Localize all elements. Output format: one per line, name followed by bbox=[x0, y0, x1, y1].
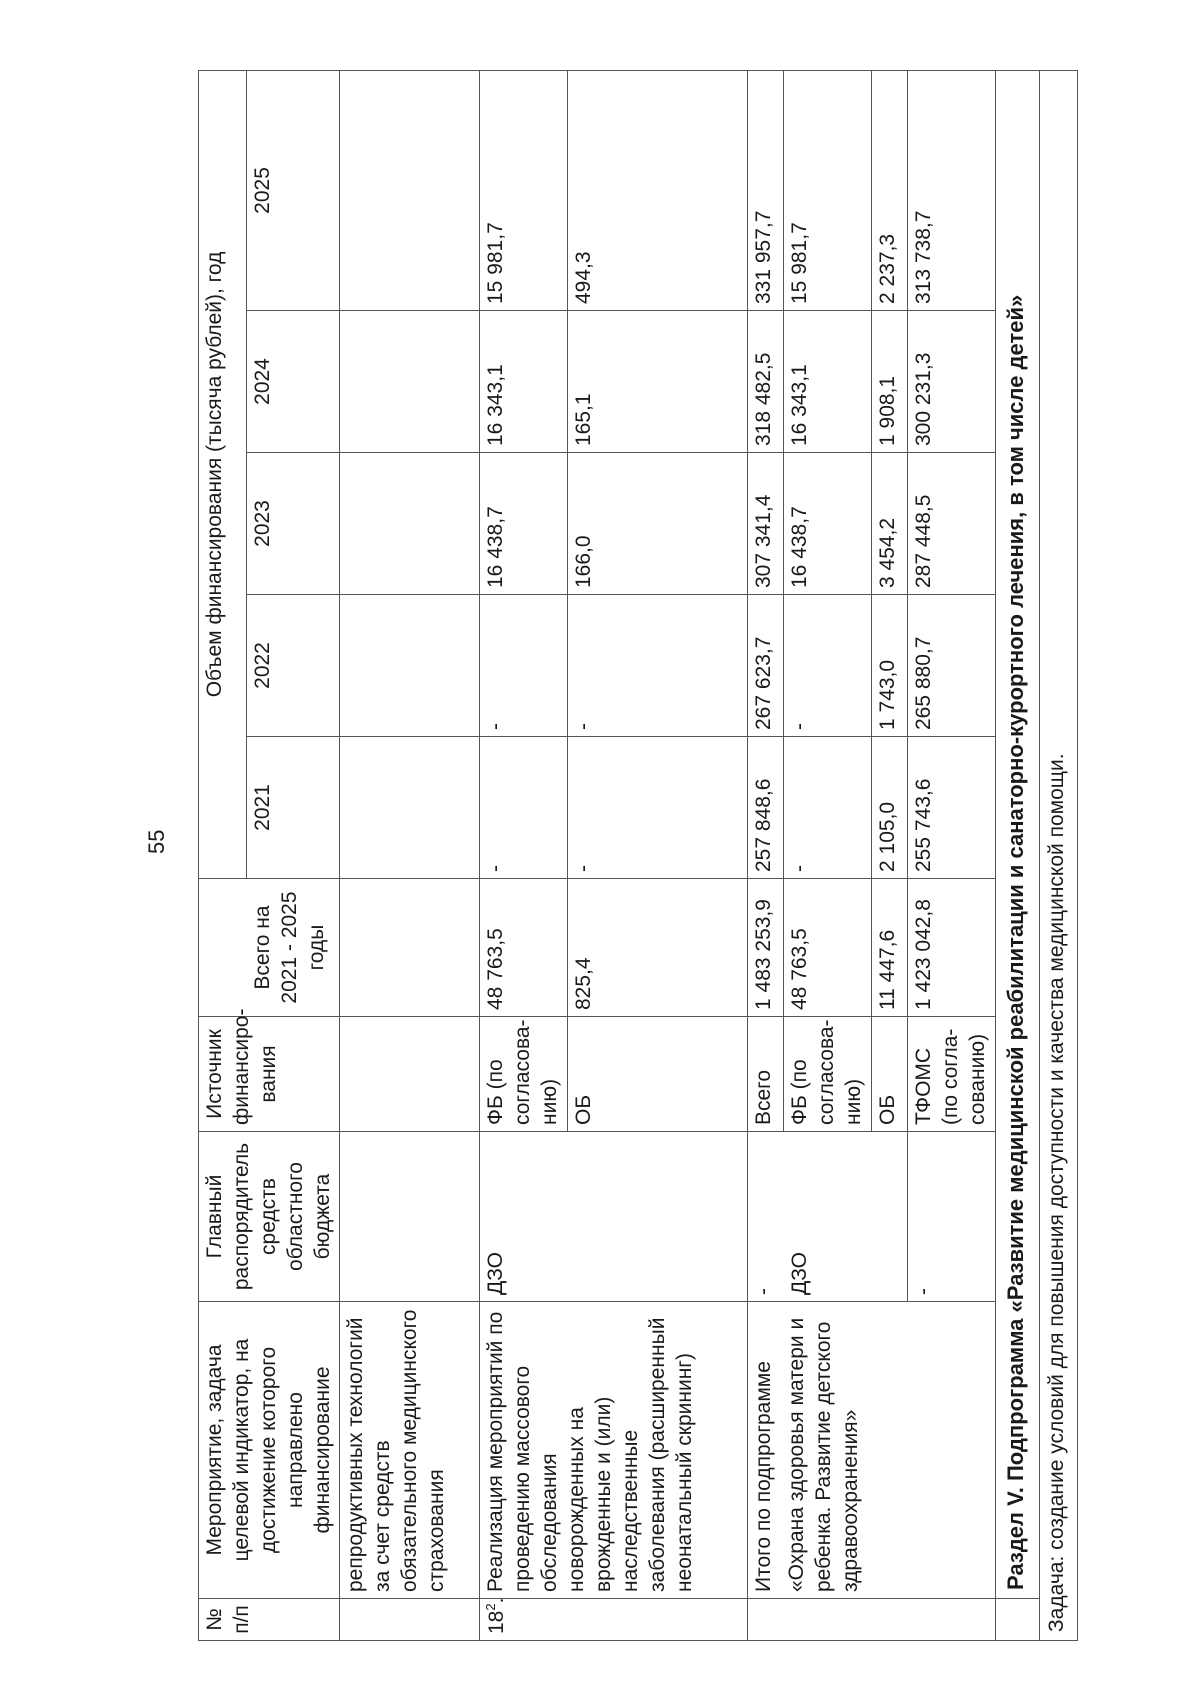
section-row bbox=[996, 70, 1040, 1640]
row-number: $18^2$. bbox=[480, 1599, 748, 1641]
page-number: 55 bbox=[144, 829, 169, 854]
subprogram-name: «Охрана здоровья матери и ребенка. Развитие детского здравоохранения» bbox=[784, 1302, 996, 1599]
task-row bbox=[1040, 70, 1078, 1640]
value-2025: 15 981,7 bbox=[480, 70, 568, 310]
value-2023: 16 438,7 bbox=[784, 453, 872, 595]
admin-cell: ДЗО bbox=[784, 1132, 908, 1302]
value-2021: 2 105,0 bbox=[872, 737, 908, 879]
header-volume: Объем финансирования (тысяча рублей), год bbox=[199, 70, 247, 878]
value-total: 11 447,6 bbox=[872, 879, 908, 1017]
value-2023: 287 448,5 bbox=[908, 453, 996, 595]
header-year-2024: 2024 bbox=[247, 311, 340, 453]
value-2025: 331 957,7 bbox=[748, 70, 784, 310]
source-cell: ФБ (по согласова-нию) bbox=[480, 1017, 568, 1132]
activity-cell: Реализация мероприятий по проведению массового обследования новорожденных на врожденные и (или) наследственные заболевания (расширенный неонатальный скрининг) bbox=[480, 1302, 748, 1599]
value-2021: - bbox=[784, 737, 872, 879]
header-num: № п/п bbox=[199, 1599, 340, 1641]
value-2024: 165,1 bbox=[568, 311, 748, 453]
value-2022: - bbox=[568, 595, 748, 737]
rotated-page-content bbox=[198, 71, 1146, 1641]
table-row-18-2 bbox=[480, 70, 568, 1640]
header-year-2022: 2022 bbox=[247, 595, 340, 737]
header-total: Всего на 2021 - 2025 годы bbox=[247, 879, 340, 1017]
value-2025: 494,3 bbox=[568, 70, 748, 310]
source-cell: ОБ bbox=[568, 1017, 748, 1132]
source-cell: ФБ (по согласова-нию) bbox=[784, 1017, 872, 1132]
value-total: 825,4 bbox=[568, 879, 748, 1017]
admin-cell: - bbox=[908, 1132, 996, 1302]
section-title: Раздел V. Подпрограмма «Развитие медицинской реабилитации и санаторно-курортного лечения, в том числе детей» bbox=[996, 70, 1040, 1598]
value-2022: 265 880,7 bbox=[908, 595, 996, 737]
value-2022: 1 743,0 bbox=[872, 595, 908, 737]
header-source: Источник финансиро-вания bbox=[199, 1017, 340, 1132]
value-2025: 313 738,7 bbox=[908, 70, 996, 310]
header-year-2025: 2025 bbox=[247, 70, 340, 310]
header-admin: Главный распорядитель средств областного бюджета bbox=[199, 1132, 340, 1302]
value-2021: - bbox=[568, 737, 748, 879]
value-2022: 267 623,7 bbox=[748, 595, 784, 737]
activity-cell: репродуктивных технологий за счет средств обязательного медицинского страхования bbox=[340, 1302, 480, 1599]
value-2025: 2 237,3 bbox=[872, 70, 908, 310]
value-total: 48 763,5 bbox=[784, 879, 872, 1017]
financing-table bbox=[198, 70, 1078, 1641]
admin-cell: - bbox=[748, 1132, 784, 1302]
table-header-row bbox=[199, 70, 247, 1640]
value-2024: 16 343,1 bbox=[480, 311, 568, 453]
header-year-2021: 2021 bbox=[247, 737, 340, 879]
task-text: Задача: создание условий для повышения доступности и качества медицинской помощи. bbox=[1040, 70, 1078, 1640]
value-2024: 1 908,1 bbox=[872, 311, 908, 453]
value-2024: 300 231,3 bbox=[908, 311, 996, 453]
value-2025: 15 981,7 bbox=[784, 70, 872, 310]
table-row-total-all bbox=[748, 70, 784, 1640]
value-2021: - bbox=[480, 737, 568, 879]
source-cell: Всего bbox=[748, 1017, 784, 1132]
header-activity: Мероприятие, задача целевой индикатор, на достижение которого направлено финансирование bbox=[199, 1302, 340, 1599]
value-2024: 16 343,1 bbox=[784, 311, 872, 453]
value-total: 1 423 042,8 bbox=[908, 879, 996, 1017]
value-2023: 16 438,7 bbox=[480, 453, 568, 595]
value-2022: - bbox=[480, 595, 568, 737]
value-2021: 255 743,6 bbox=[908, 737, 996, 879]
source-cell: ТФОМС (по согла-сованию) bbox=[908, 1017, 996, 1132]
header-year-2023: 2023 bbox=[247, 453, 340, 595]
value-total: 1 483 253,9 bbox=[748, 879, 784, 1017]
value-2022: - bbox=[784, 595, 872, 737]
value-total: 48 763,5 bbox=[480, 879, 568, 1017]
value-2024: 318 482,5 bbox=[748, 311, 784, 453]
value-2021: 257 848,6 bbox=[748, 737, 784, 879]
table-row-total-fb bbox=[784, 70, 872, 1640]
table-row-continuation bbox=[340, 70, 480, 1640]
value-2023: 3 454,2 bbox=[872, 453, 908, 595]
source-cell: ОБ bbox=[872, 1017, 908, 1132]
total-label: Итого по подпрограмме bbox=[748, 1302, 784, 1599]
value-2023: 166,0 bbox=[568, 453, 748, 595]
value-2023: 307 341,4 bbox=[748, 453, 784, 595]
admin-cell: ДЗО bbox=[480, 1132, 748, 1302]
